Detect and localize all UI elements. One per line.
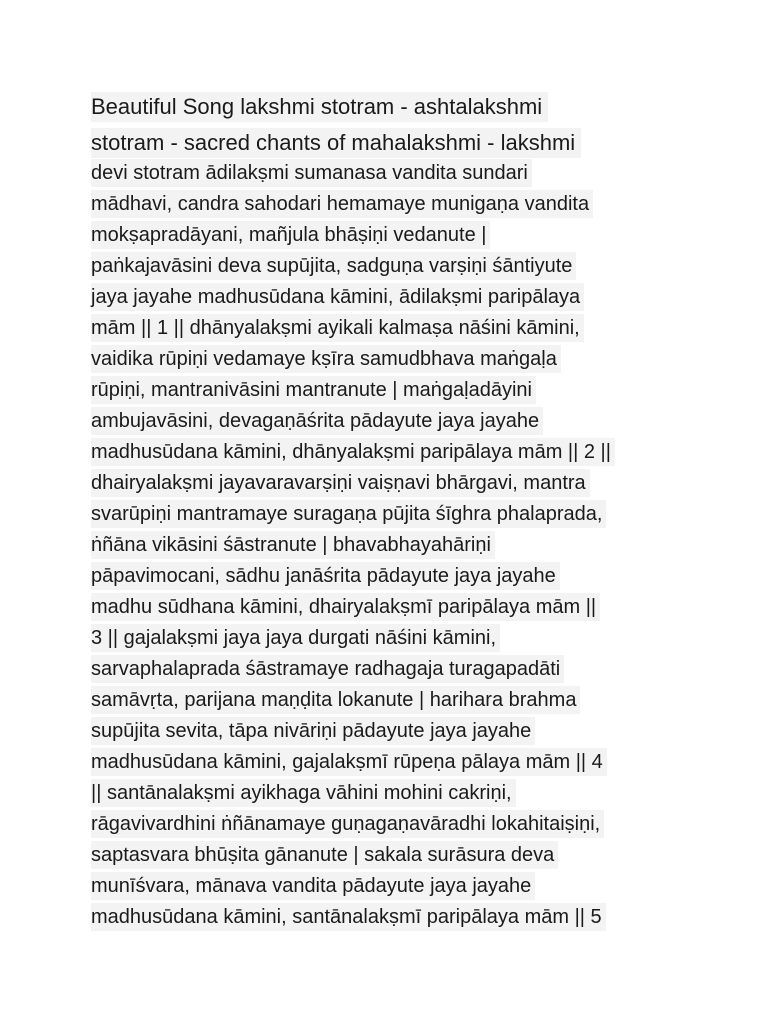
body-line-19: supūjita sevita, tāpa nivāriṇi pādayute jaya jayahe xyxy=(91,717,535,745)
body-line-5: jaya jayahe madhusūdana kāmini, ādilakṣmi paripālaya xyxy=(91,283,584,311)
document-title-line-2: stotram - sacred chants of mahalakshmi - lakshmi xyxy=(91,128,581,158)
body-line-22: rāgavivardhini ṅñānamaye guṇagaṇavāradhi lokahitaiṣiṇi, xyxy=(91,810,604,838)
body-line-23: saptasvara bhūṣita gānanute | sakala surāsura deva xyxy=(91,841,558,869)
body-line-14: pāpavimocani, sādhu janāśrita pādayute jaya jayahe xyxy=(91,562,560,590)
body-line-11: dhairyalakṣmi jayavaravarṣiṇi vaiṣṇavi bhārgavi, mantra xyxy=(91,469,590,497)
body-line-15: madhu sūdhana kāmini, dhairyalakṣmī paripālaya mām || xyxy=(91,593,600,621)
body-line-1: devi stotram ādilakṣmi sumanasa vandita sundari xyxy=(91,159,532,187)
body-line-18: samāvṛta, parijana maṇḍita lokanute | harihara brahma xyxy=(91,686,580,714)
body-line-3: mokṣapradāyani, mañjula bhāṣiṇi vedanute | xyxy=(91,221,490,249)
body-line-9: ambujavāsini, devagaṇāśrita pādayute jaya jayahe xyxy=(91,407,543,435)
body-line-20: madhusūdana kāmini, gajalakṣmī rūpeṇa pālaya mām || 4 xyxy=(91,748,607,776)
body-line-7: vaidika rūpiṇi vedamaye kṣīra samudbhava maṅgaḷa xyxy=(91,345,561,373)
body-line-6: mām || 1 || dhānyalakṣmi ayikali kalmaṣa nāśini kāmini, xyxy=(91,314,584,342)
body-line-24: munīśvara, mānava vandita pādayute jaya jayahe xyxy=(91,872,535,900)
body-line-17: sarvaphalaprada śāstramaye radhagaja turagapadāti xyxy=(91,655,564,683)
body-line-2: mādhavi, candra sahodari hemamaye munigaṇa vandita xyxy=(91,190,593,218)
body-line-12: svarūpiṇi mantramaye suragaṇa pūjita śīghra phalaprada, xyxy=(91,500,606,528)
body-line-21: || santānalakṣmi ayikhaga vāhini mohini cakriṇi, xyxy=(91,779,516,807)
body-line-8: rūpiṇi, mantranivāsini mantranute | maṅgaḷadāyini xyxy=(91,376,536,404)
body-line-25: madhusūdana kāmini, santānalakṣmī paripālaya mām || 5 xyxy=(91,903,606,931)
body-line-16: 3 || gajalakṣmi jaya jaya durgati nāśini kāmini, xyxy=(91,624,500,652)
document-title-line-1: Beautiful Song lakshmi stotram - ashtalakshmi xyxy=(91,92,548,122)
body-line-4: paṅkajavāsini deva supūjita, sadguṇa varṣiṇi śāntiyute xyxy=(91,252,576,280)
body-line-10: madhusūdana kāmini, dhānyalakṣmi paripālaya mām || 2 || xyxy=(91,438,615,466)
body-line-13: ṅñāna vikāsini śāstranute | bhavabhayahāriṇi xyxy=(91,531,495,559)
